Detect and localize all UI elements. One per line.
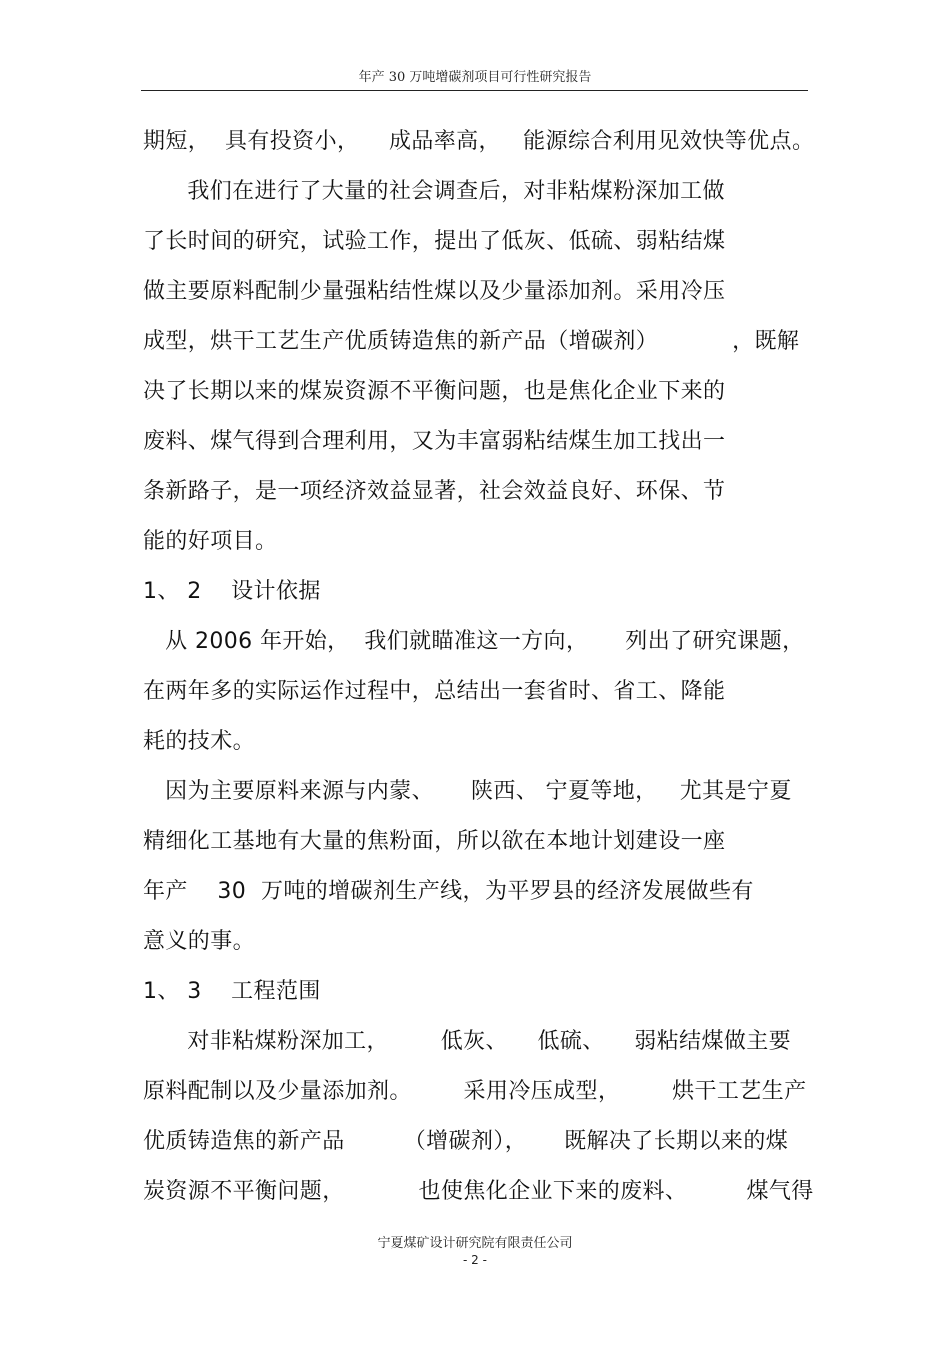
body-line: 意义的事。 — [143, 929, 256, 954]
header-divider — [141, 90, 808, 91]
body-line: 因为主要原料来源与内蒙、 陕西、 宁夏等地， 尤其是宁夏 — [143, 779, 792, 804]
running-footer: 宁夏煤矿设计研究院有限责任公司 — [377, 1236, 573, 1251]
body-line: 废料、煤气得到合理利用，又为丰富弱粘结煤生加工找出一 — [143, 429, 726, 454]
page-number: - 2 - — [463, 1253, 487, 1267]
body-line: 从 2006 年开始， 我们就瞄准这一方向， 列出了研究课题， — [143, 629, 805, 654]
body-line: 了长时间的研究，试验工作，提出了低灰、低硫、弱粘结煤 — [143, 229, 726, 254]
body-line: 耗的技术。 — [143, 729, 256, 754]
running-header: 年产 30 万吨增碳剂项目可行性研究报告 — [358, 70, 592, 85]
body-line: 期短， 具有投资小， 成品率高， 能源综合利用见效快等优点。 — [143, 129, 815, 154]
body-line: 能的好项目。 — [143, 529, 278, 554]
body-line: 原料配制以及少量添加剂。 采用冷压成型， 烘干工艺生产 — [143, 1079, 807, 1104]
body-line: 做主要原料配制少量强粘结性煤以及少量添加剂。采用冷压 — [143, 279, 726, 304]
body-line: 年产 30 万吨的增碳剂生产线，为平罗县的经济发展做些有 — [143, 879, 754, 904]
body-line: 优质铸造焦的新产品 （增碳剂）， 既解决了长期以来的煤 — [143, 1129, 789, 1154]
body-line: 对非粘煤粉深加工， 低灰、 低硫、 弱粘结煤做主要 — [143, 1029, 792, 1054]
body-line: 条新路子，是一项经济效益显著，社会效益良好、环保、节 — [143, 479, 726, 504]
body-line: 成型，烘干工艺生产优质铸造焦的新产品（增碳剂） ，既解 — [143, 329, 800, 354]
body-line: 精细化工基地有大量的焦粉面，所以欲在本地计划建设一座 — [143, 829, 726, 854]
body-line: 我们在进行了大量的社会调查后，对非粘煤粉深加工做 — [143, 179, 725, 204]
body-line: 决了长期以来的煤炭资源不平衡问题，也是焦化企业下来的 — [143, 379, 726, 404]
body-line: 炭资源不平衡问题， 也使焦化企业下来的废料、 煤气得 — [143, 1179, 814, 1204]
body-line: 在两年多的实际运作过程中，总结出一套省时、省工、降能 — [143, 679, 726, 704]
section-heading: 1、 2 设计依据 — [143, 579, 321, 604]
section-heading: 1、 3 工程范围 — [143, 979, 321, 1004]
